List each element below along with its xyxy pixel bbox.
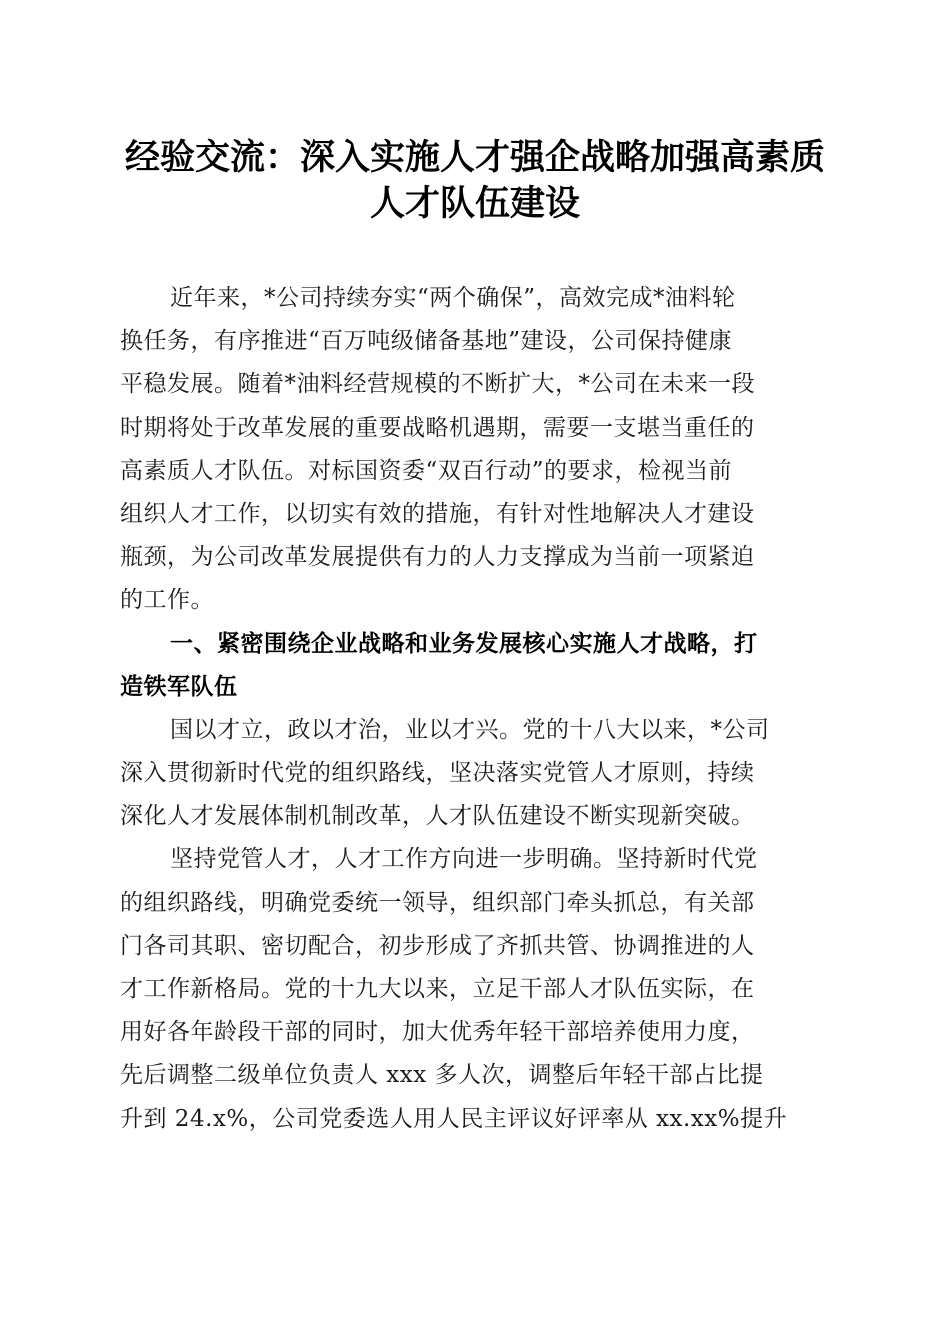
paragraph-line: 先后调整二级单位负责人 xxx 多人次，调整后年轻干部占比提 [120,1062,764,1089]
section-heading-line: 一、紧密围绕企业战略和业务发展核心实施人才战略，打 [170,630,758,657]
paragraph-line: 高素质人才队伍。对标国资委“双百行动”的要求，检视当前 [120,457,733,484]
paragraph-line: 换任务，有序推进“百万吨级储备基地”建设，公司保持健康 [120,328,733,355]
paragraph-line: 组织人才工作，以切实有效的措施，有针对性地解决人才建设 [120,500,755,527]
paragraph-line: 瓶颈，为公司改革发展提供有力的人力支撑成为当前一项紧迫 [120,544,755,571]
paragraph-line: 近年来，*公司持续夯实“两个确保”，高效完成*油料轮 [170,285,736,311]
section-heading-line: 造铁军队伍 [120,673,238,700]
paragraph-line: 的工作。 [120,587,214,614]
paragraph-line: 深化人才发展体制机制改革，人才队伍建设不断实现新突破。 [120,803,755,830]
document-title-line-2: 人才队伍建设 [369,183,580,224]
paragraph-line: 的组织路线，明确党委统一领导，组织部门牵头抓总，有关部 [120,889,755,916]
paragraph-line: 国以才立，政以才治，业以才兴。党的十八大以来，*公司 [170,716,770,743]
document-title-line-1: 经验交流：深入实施人才强企战略加强高素质 [124,137,825,178]
paragraph-line: 用好各年龄段干部的同时，加大优秀年轻干部培养使用力度， [120,1019,755,1046]
paragraph-line: 平稳发展。随着*油料经营规模的不断扩大，*公司在未来一段 [120,371,755,398]
paragraph-line: 才工作新格局。党的十九大以来，立足干部人才队伍实际，在 [120,976,755,1002]
paragraph-line: 坚持党管人才，人才工作方向进一步明确。坚持新时代党 [170,846,758,873]
paragraph-line: 门各司其职、密切配合，初步形成了齐抓共管、协调推进的人 [120,932,755,959]
paragraph-line: 升到 24.x%，公司党委选人用人民主评议好评率从 xx.xx%提升 [120,1105,788,1132]
paragraph-line: 深入贯彻新时代党的组织路线，坚决落实党管人才原则，持续 [120,760,755,787]
paragraph-line: 时期将处于改革发展的重要战略机遇期，需要一支堪当重任的 [120,414,755,441]
document-body [120,277,832,1141]
